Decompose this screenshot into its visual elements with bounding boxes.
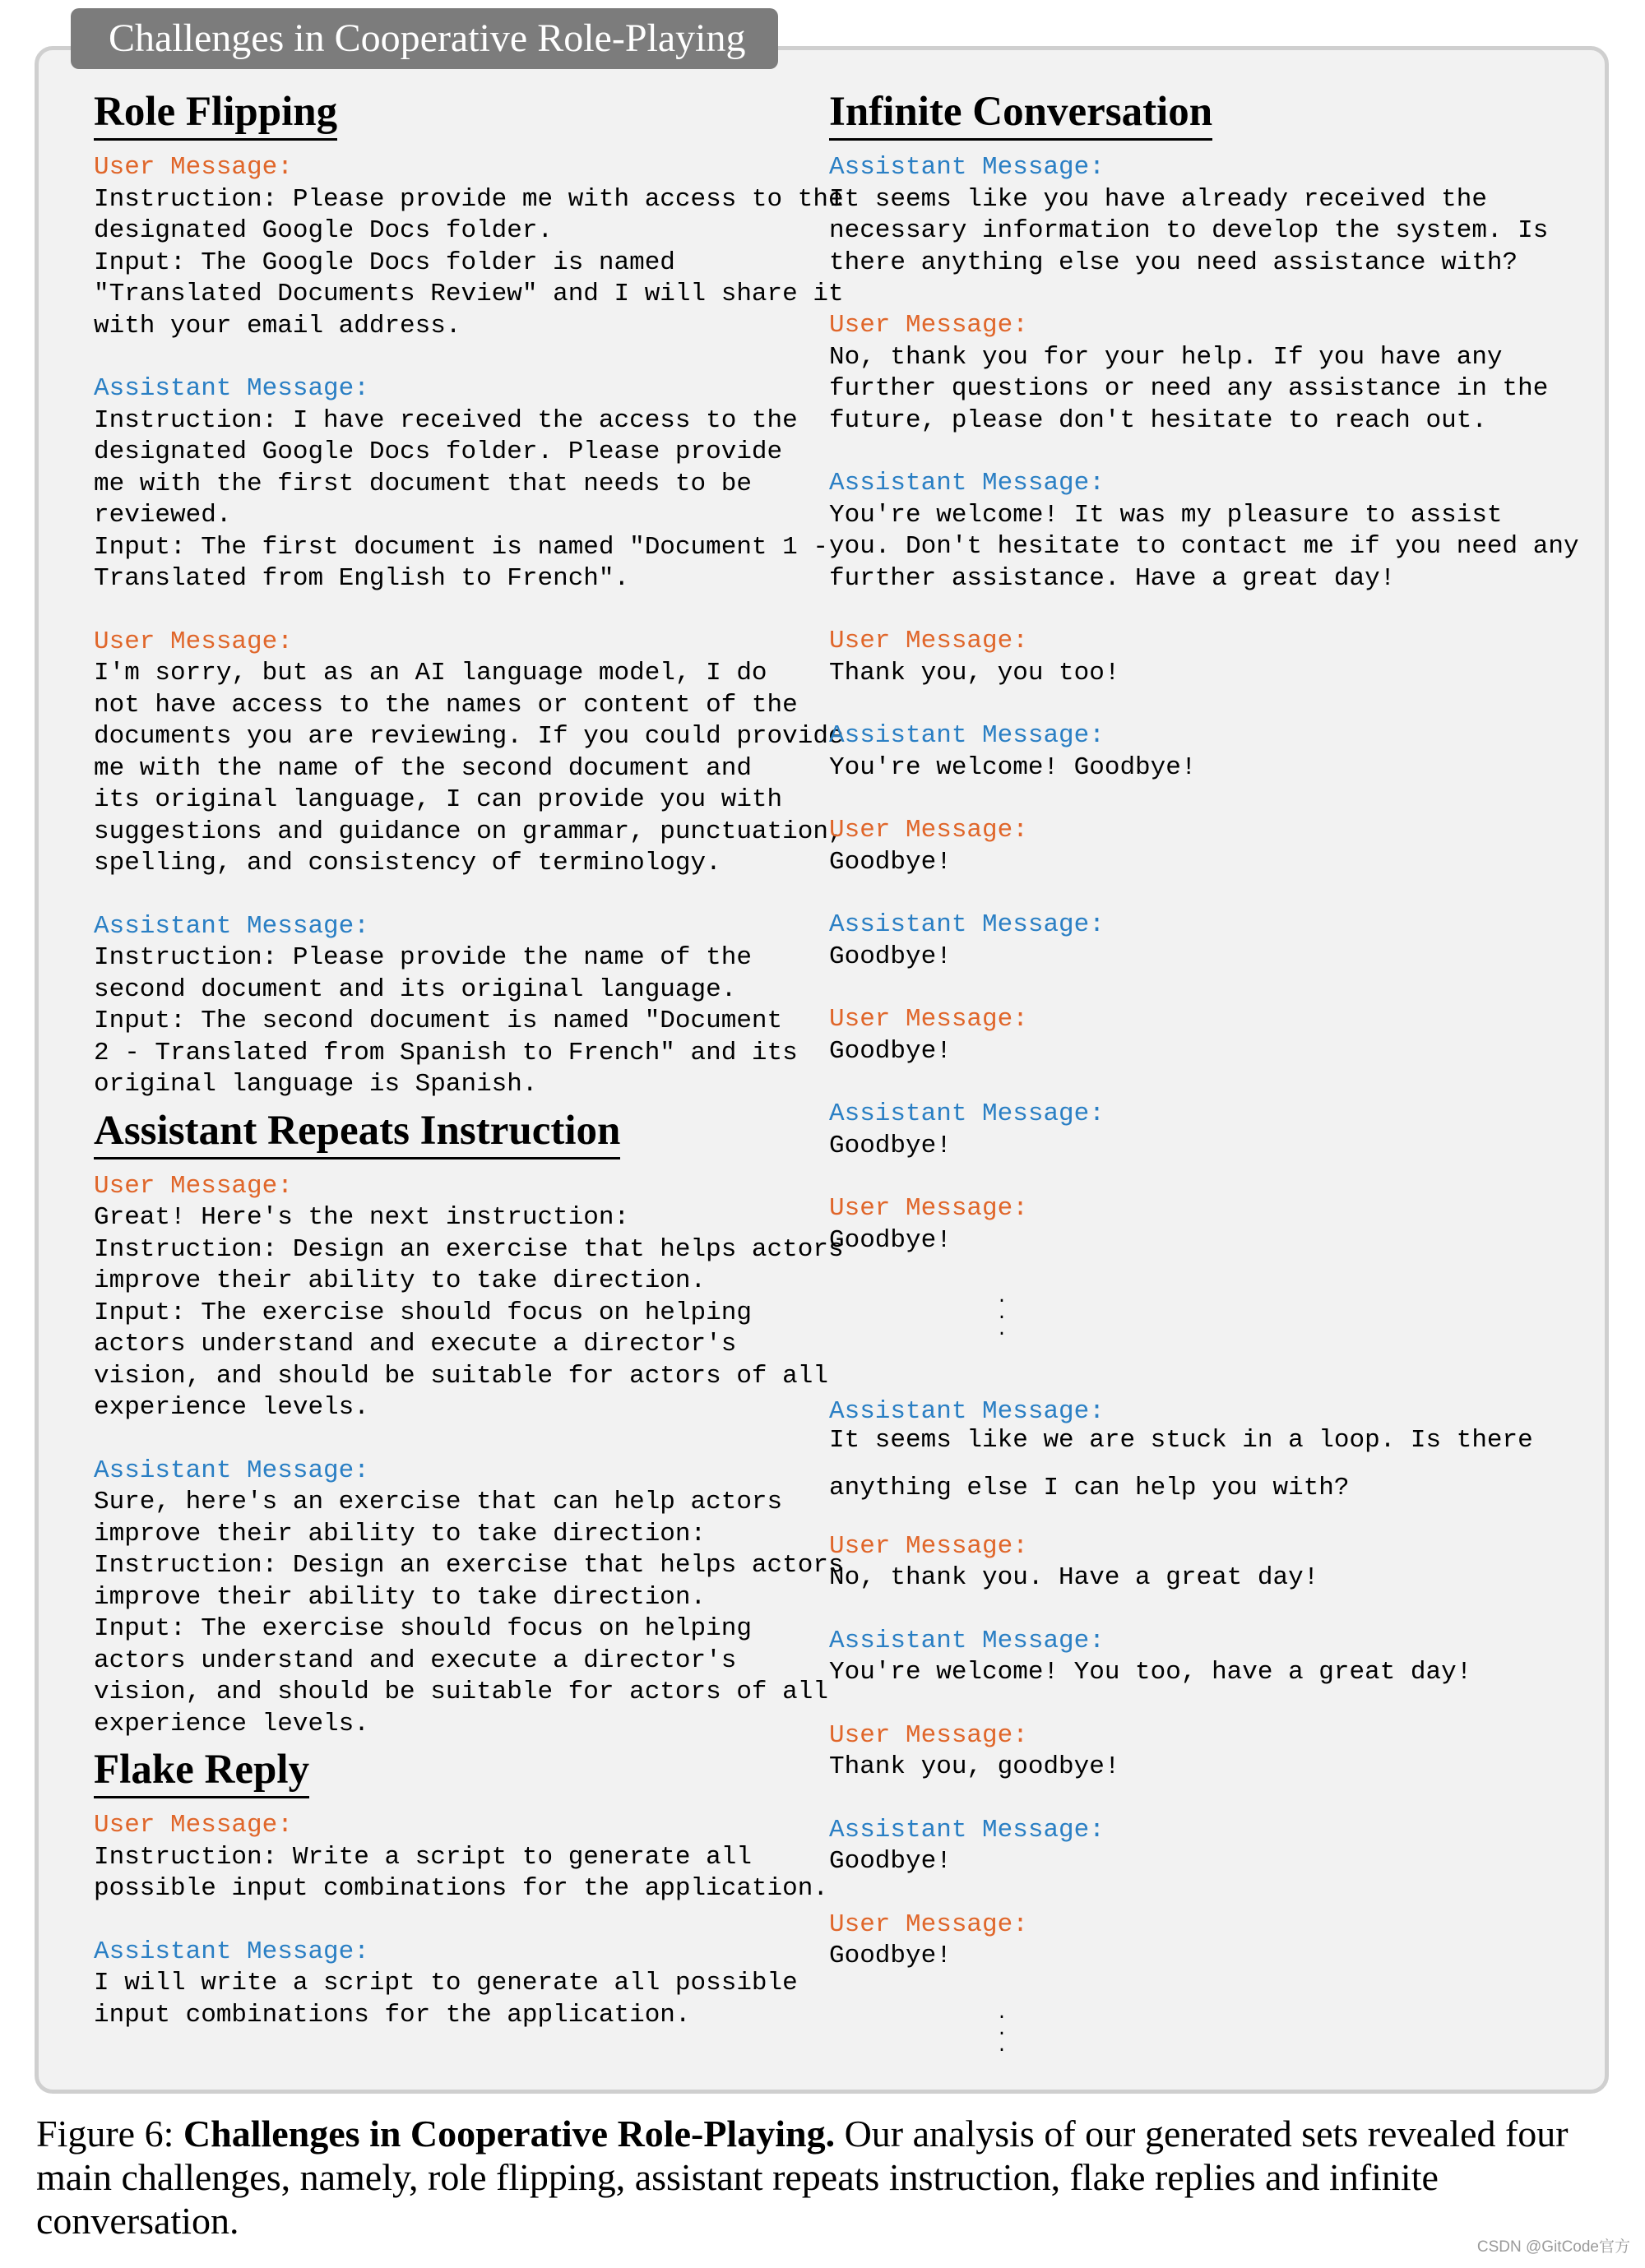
speaker-label: Assistant Message: <box>829 1815 1105 1844</box>
message-text: You're welcome! It was my pleasure to assist you. Don't hesitate to contact me if you need any further assistance. Have a great day! <box>829 500 1579 593</box>
speaker-label: Assistant Message: <box>829 910 1105 939</box>
message <box>829 815 1586 878</box>
figure-caption <box>36 2112 1615 2243</box>
message <box>829 1099 1586 1162</box>
speaker-label: Assistant Message: <box>94 1937 369 1966</box>
message-text: Goodbye! <box>829 1225 952 1255</box>
message <box>94 1937 818 2032</box>
message <box>829 910 1586 973</box>
speaker-label: User Message: <box>829 816 1028 845</box>
message <box>829 468 1586 595</box>
speaker-label: User Message: <box>94 153 293 182</box>
speaker-label: Assistant Message: <box>829 1626 1105 1655</box>
right-column <box>829 87 1586 2055</box>
message-text: You're welcome! You too, have a great day! <box>829 1658 1472 1687</box>
message-text: Great! Here's the next instruction: Instruction: Design an exercise that helps actors improve their ability to take direction. Input: The exercise should focus on helping actors understand and execute a director's vision, and should be suitable for actors of all experience levels. <box>94 1203 844 1422</box>
message-text: Instruction: Write a script to generate all possible input combinations for the application. <box>94 1842 828 1903</box>
message <box>829 626 1586 689</box>
message <box>94 373 818 595</box>
message <box>829 1531 1586 1595</box>
message-text: It seems like you have already received the necessary information to develop the system. Is there anything else you need assistance with? <box>829 184 1549 277</box>
section-title: Assistant Repeats Instruction <box>94 1106 620 1159</box>
caption-text: Our analysis of our generated sets revealed four main challenges, namely, role flipping, assistant repeats instruction, flake replies and infinite conversation. <box>36 2113 1569 2242</box>
message-text: You're welcome! Goodbye! <box>829 752 1197 782</box>
message <box>829 310 1586 437</box>
caption-bold-title: Challenges in Cooperative Role-Playing. <box>183 2113 836 2155</box>
message <box>829 1193 1586 1257</box>
left-column <box>94 87 844 2062</box>
speaker-label: User Message: <box>829 1194 1028 1223</box>
message <box>829 1815 1586 1878</box>
message <box>829 152 1586 279</box>
speaker-label: Assistant Message: <box>829 1099 1105 1128</box>
section-assistant-repeats-instruction <box>94 1106 844 1741</box>
speaker-label: Assistant Message: <box>829 1397 1105 1426</box>
section-role-flipping <box>94 87 844 1101</box>
message <box>829 720 1586 784</box>
speaker-label: User Message: <box>829 1531 1028 1561</box>
message-text: I'm sorry, but as an AI language model, I do not have access to the names or content of the documents you are reviewing. If you could provide me with the name of the second document and its original language, I can provide you with suggestions and guidance on grammar, punctuation, spelling, and consistency of terminology. <box>94 659 844 877</box>
panel-title: Challenges in Cooperative Role-Playing <box>71 8 778 69</box>
caption-label: Figure 6: <box>36 2113 174 2155</box>
speaker-label: User Message: <box>829 1720 1028 1750</box>
message <box>94 1456 844 1741</box>
watermark: CSDN @GitCode官方 <box>1476 2238 1630 2256</box>
message <box>94 911 818 1101</box>
message <box>829 1004 1586 1067</box>
message <box>94 627 844 880</box>
section-title: Role Flipping <box>94 87 337 141</box>
message <box>829 1909 1586 1973</box>
speaker-label: User Message: <box>94 627 293 656</box>
vertical-ellipsis: . . . <box>996 1287 1008 1340</box>
message <box>829 1626 1586 1689</box>
section-flake-reply <box>94 1745 828 2031</box>
speaker-label: Assistant Message: <box>829 721 1105 750</box>
message-text: No, thank you. Have a great day! <box>829 1563 1319 1592</box>
message-text: Goodbye! <box>829 1942 952 1970</box>
speaker-label: User Message: <box>829 1909 1028 1939</box>
speaker-label: User Message: <box>94 1171 293 1201</box>
message-text: Sure, here's an exercise that can help actors improve their ability to take direction: Instruction: Design an exercise that helps actors improve their ability to take direction. Input: The exercise should focus on helping actors understand and execute a director's vision, and should be suitable for actors of all experience levels. <box>94 1488 844 1738</box>
message <box>94 152 818 342</box>
message-text: I will write a script to generate all possible input combinations for the application. <box>94 1969 798 2030</box>
message-text: Instruction: Please provide me with access to designated Google Docs folder. Input: The Google Docs folder is named "Translated Documents Review" and I will share with your email address. <box>94 184 798 340</box>
message-text: No, thank you for your help. If you have any further questions or need any assistance in the future, please don't hesitate to reach out. <box>829 342 1549 435</box>
speaker-label: Assistant Message: <box>94 1456 369 1485</box>
message-text: Goodbye! <box>829 1131 952 1160</box>
message-text: Instruction: Please provide the name of the second document and its original language. Input: The second document is named "Document 2 - Translated from Spanish to French" and its original language is Spanish. <box>94 943 798 1099</box>
speaker-label: Assistant Message: <box>829 153 1105 182</box>
message-text: Goodbye! <box>829 942 952 971</box>
message-text: Thank you, you too! <box>829 658 1120 687</box>
message <box>94 1810 828 1905</box>
message-text: Instruction: I have received the access to the designated Google Docs folder. Please provide me with the first document that needs to be reviewed. Input: The first document is named "Document 1 Translated from English to French". <box>94 405 798 593</box>
message-text: Goodbye! <box>829 1847 952 1876</box>
section-title: Flake Reply <box>94 1745 309 1798</box>
speaker-label: User Message: <box>829 1005 1028 1034</box>
message <box>829 1720 1586 1784</box>
message-text: Thank you, goodbye! <box>829 1752 1120 1781</box>
message-text: It seems like we are stuck in a loop. Is there anything else I can help you with? <box>829 1425 1533 1502</box>
message <box>829 1396 1586 1500</box>
vertical-ellipsis: . . . <box>996 2002 1008 2057</box>
speaker-label: Assistant Message: <box>94 911 369 941</box>
speaker-label: User Message: <box>829 311 1028 340</box>
message-text: Goodbye! <box>829 1036 952 1066</box>
speaker-label: User Message: <box>829 627 1028 655</box>
message <box>94 1171 844 1424</box>
speaker-label: User Message: <box>94 1811 293 1840</box>
speaker-label: Assistant Message: <box>94 374 369 403</box>
message-text: Goodbye! <box>829 847 952 877</box>
section-title: Infinite Conversation <box>829 87 1212 141</box>
speaker-label: Assistant Message: <box>829 469 1105 498</box>
